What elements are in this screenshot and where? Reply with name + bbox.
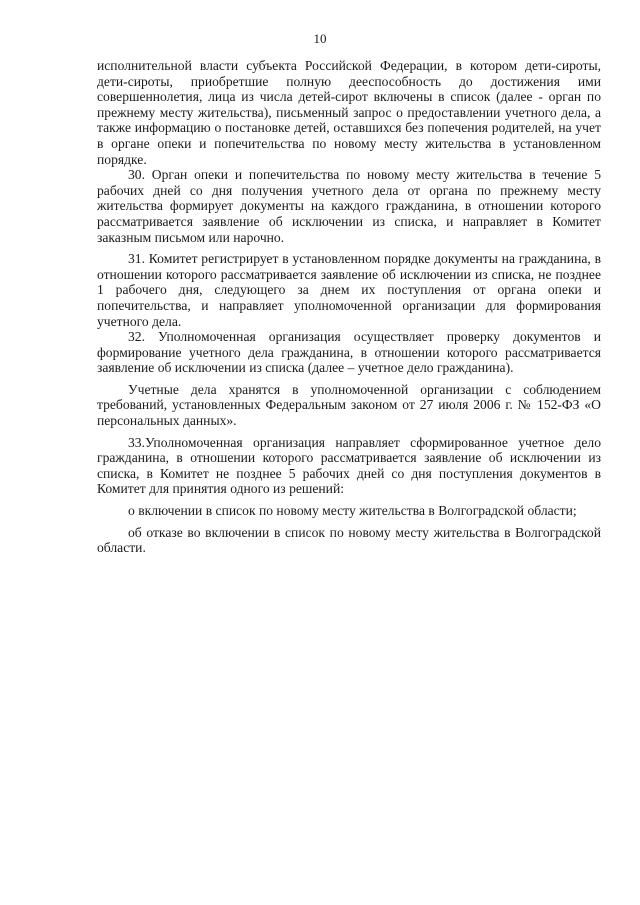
paragraph-item-31: 31. Комитет регистрирует в установленном порядке документы на гражданина, в отношении которого рассматривается заявление об исключении из списка, не позднее 1 рабочего дня, следующего за днем их поступления от органа опеки и попечительства, и направляет уполномоченной организации для формирования учетного дела. (97, 251, 601, 329)
paragraph-records-storage: Учетные дела хранятся в уполномоченной организации с соблюдением требований, установленных Федеральным законом от 27 июля 2006 г. № 152-ФЗ «О персональных данных». (97, 381, 601, 429)
document-body (97, 58, 601, 556)
decision-option-refusal: об отказе во включении в список по новому месту жительства в Волгоградской области. (97, 524, 601, 556)
decision-option-inclusion: о включении в список по новому месту жительства в Волгоградской области; (128, 503, 577, 519)
paragraph-item-32: 32. Уполномоченная организация осуществляет проверку документов и формирование учетного дела гражданина, в отношении которого рассматривается заявление об исключении из списка (далее – учетное дело гражданина). (97, 329, 601, 376)
page-number: 10 (313, 31, 327, 46)
paragraph-continuation: исполнительной власти субъекта Российской Федерации, в котором дети-сироты, дети-сироты, приобретшие полную дееспособность до достижения ими совершеннолетия, лица из числа детей-сирот включены в список (далее - орган по прежнему месту жительства), письменный запрос о предоставлении учетного дела, а также информацию о постановке детей, оставшихся без попечения родителей, на учет в органе опеки и попечительства по новому месту жительства в установленном порядке. (97, 58, 601, 167)
paragraph-item-33: 33.Уполномоченная организация направляет сформированное учетное дело гражданина, в отношении которого рассматривается заявление об исключении из списка, в Комитет не позднее 5 рабочих дней со дня поступления документов в Комитет для принятия одного из решений: (97, 434, 601, 497)
paragraph-item-30: 30. Орган опеки и попечительства по новому месту жительства в течение 5 рабочих дней со дня получения учетного дела от органа по прежнему месту жительства формирует документы на каждого гражданина, в отношении которого рассматривается заявление об исключении из списка, и направляет в Комитет заказным письмом или нарочно. (97, 167, 601, 245)
